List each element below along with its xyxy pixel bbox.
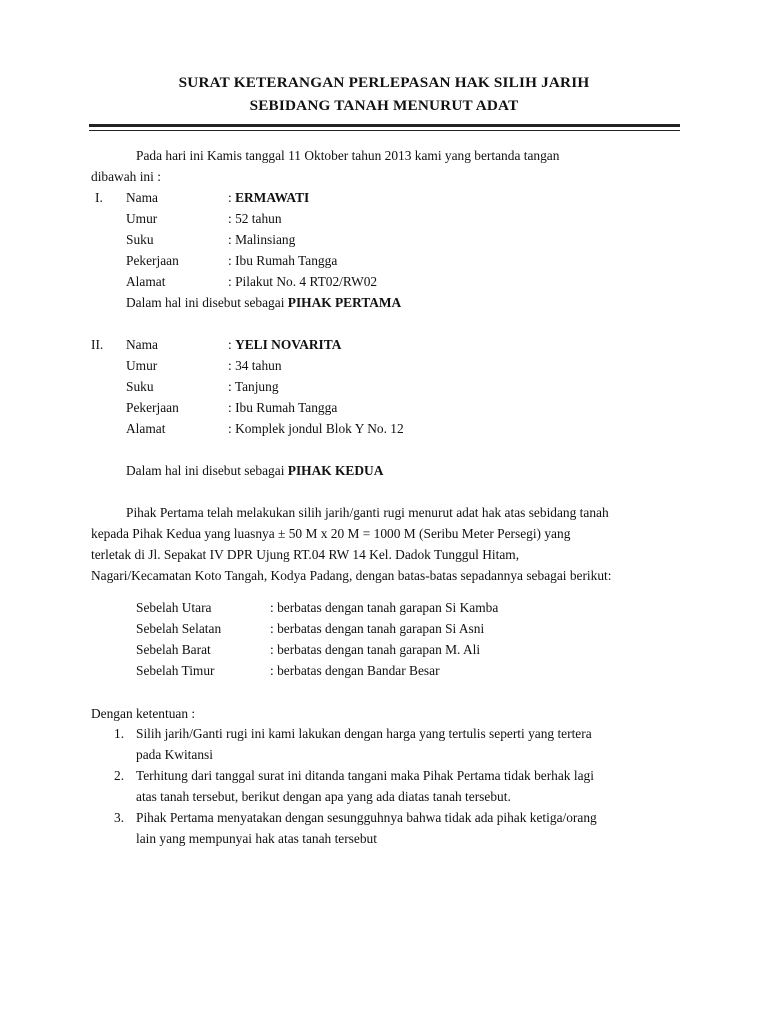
party-two-occupation-value: : Ibu Rumah Tangga bbox=[228, 400, 338, 415]
party-one-numeral: I. bbox=[95, 190, 103, 205]
boundary-east-label: Sebelah Timur bbox=[136, 663, 215, 678]
boundary-north-label: Sebelah Utara bbox=[136, 600, 212, 615]
party-two-tribe-label: Suku bbox=[126, 379, 154, 394]
paragraph-line-2: kepada Pihak Kedua yang luasnya ± 50 M x 20 M = 1000 M (Seribu Meter Persegi) yang bbox=[91, 526, 571, 541]
condition-2-number: 2. bbox=[114, 768, 125, 783]
conditions-heading: Dengan ketentuan : bbox=[91, 706, 196, 721]
condition-2-line-2: atas tanah tersebut, berikut dengan apa yang ada diatas tanah tersebut. bbox=[136, 789, 511, 804]
intro-line-1: Pada hari ini Kamis tanggal 11 Oktober tahun 2013 kami yang bertanda tangan bbox=[136, 148, 560, 163]
party-one-designation: Dalam hal ini disebut sebagai PIHAK PERTAMA bbox=[126, 295, 402, 310]
party-one-address-value: : Pilakut No. 4 RT02/RW02 bbox=[228, 274, 378, 289]
party-two-age-value: : 34 tahun bbox=[228, 358, 282, 373]
paragraph-line-4: Nagari/Kecamatan Koto Tangah, Kodya Padang, dengan batas-batas sepadannya sebagai berikut: bbox=[91, 568, 612, 583]
party-one-address-label: Alamat bbox=[126, 274, 166, 289]
intro-line-2: dibawah ini : bbox=[91, 169, 161, 184]
condition-3-number: 3. bbox=[114, 810, 125, 825]
party-two-designation-term: PIHAK KEDUA bbox=[287, 463, 384, 478]
party-two-age-label: Umur bbox=[126, 358, 158, 373]
condition-3-line-1: Pihak Pertama menyatakan dengan sesungguhnya bahwa tidak ada pihak ketiga/orang bbox=[136, 810, 597, 825]
party-one-tribe-label: Suku bbox=[126, 232, 154, 247]
boundary-west-desc: : berbatas dengan tanah garapan M. Ali bbox=[270, 642, 481, 657]
party-one-age-value: : 52 tahun bbox=[228, 211, 282, 226]
boundary-north-desc: : berbatas dengan tanah garapan Si Kamba bbox=[270, 600, 499, 615]
party-one-age-label: Umur bbox=[126, 211, 158, 226]
party-two-occupation-label: Pekerjaan bbox=[126, 400, 179, 415]
condition-1-line-1: Silih jarih/Ganti rugi ini kami lakukan dengan harga yang tertulis seperti yang tertera bbox=[136, 726, 592, 741]
party-one-name-label: Nama bbox=[126, 190, 158, 205]
condition-2-line-1: Terhitung dari tanggal surat ini ditanda tangani maka Pihak Pertama tidak berhak lagi bbox=[136, 768, 594, 783]
party-one-name-value: : ERMAWATI bbox=[228, 190, 310, 205]
condition-1-line-2: pada Kwitansi bbox=[136, 747, 213, 762]
party-two-numeral: II. bbox=[91, 337, 104, 352]
title-divider-thin bbox=[89, 130, 680, 131]
condition-1-number: 1. bbox=[114, 726, 125, 741]
boundary-south-label: Sebelah Selatan bbox=[136, 621, 222, 636]
party-one-tribe-value: : Malinsiang bbox=[228, 232, 296, 247]
party-one-designation-term: PIHAK PERTAMA bbox=[287, 295, 402, 310]
party-two-address-label: Alamat bbox=[126, 421, 166, 436]
party-one-occupation-value: : Ibu Rumah Tangga bbox=[228, 253, 338, 268]
party-two-name: YELI NOVARITA bbox=[235, 337, 342, 352]
paragraph-line-1: Pihak Pertama telah melakukan silih jarih/ganti rugi menurut adat hak atas sebidang tanah bbox=[126, 505, 609, 520]
document-title-line-2: SEBIDANG TANAH MENURUT ADAT bbox=[249, 97, 519, 114]
party-two-name-value: : YELI NOVARITA bbox=[228, 337, 342, 352]
document-title-line-1: SURAT KETERANGAN PERLEPASAN HAK SILIH JARIH bbox=[178, 74, 590, 91]
boundary-east-desc: : berbatas dengan Bandar Besar bbox=[270, 663, 440, 678]
boundary-west-label: Sebelah Barat bbox=[136, 642, 211, 657]
party-two-designation: Dalam hal ini disebut sebagai PIHAK KEDUA bbox=[126, 463, 384, 478]
condition-3-line-2: lain yang mempunyai hak atas tanah tersebut bbox=[136, 831, 377, 846]
paragraph-line-3: terletak di Jl. Sepakat IV DPR Ujung RT.04 RW 14 Kel. Dadok Tunggul Hitam, bbox=[91, 547, 520, 562]
title-divider-thick bbox=[89, 124, 680, 127]
boundary-south-desc: : berbatas dengan tanah garapan Si Asni bbox=[270, 621, 485, 636]
party-one-occupation-label: Pekerjaan bbox=[126, 253, 179, 268]
party-two-tribe-value: : Tanjung bbox=[228, 379, 279, 394]
party-two-name-label: Nama bbox=[126, 337, 158, 352]
party-one-name: ERMAWATI bbox=[235, 190, 310, 205]
party-two-address-value: : Komplek jondul Blok Y No. 12 bbox=[228, 421, 404, 436]
